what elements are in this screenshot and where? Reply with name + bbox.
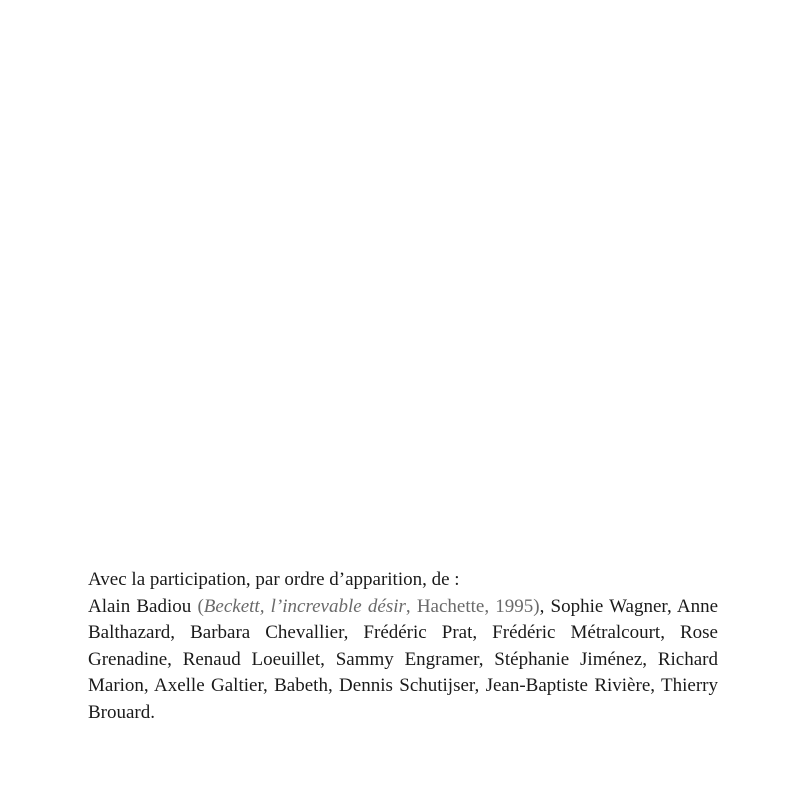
reference-publisher: , Hachette, 1995): [405, 595, 540, 617]
credits-names: [88, 594, 718, 727]
credits-block: [88, 567, 718, 726]
credit-name-first: Alain Badiou: [88, 595, 192, 617]
reference-open: (: [197, 595, 204, 617]
credit-names-list: , Sophie Wagner, Anne Balthazard, Barbara Chevallier, Frédéric Prat, Frédéric Métralcourt, Rose Grenadine, Renaud Loeuillet, Sammy Engramer, Stéphanie Jiménez, Richard Marion, Axelle Galtier, Babeth, Dennis Schutijser, Jean-Baptiste Rivière, Thierry Brouard.: [88, 595, 719, 723]
book-reference: [197, 596, 539, 617]
book-title: Beckett, l’increvable désir: [203, 595, 406, 617]
credits-intro: Avec la participation, par ordre d’apparition, de :: [88, 569, 460, 590]
